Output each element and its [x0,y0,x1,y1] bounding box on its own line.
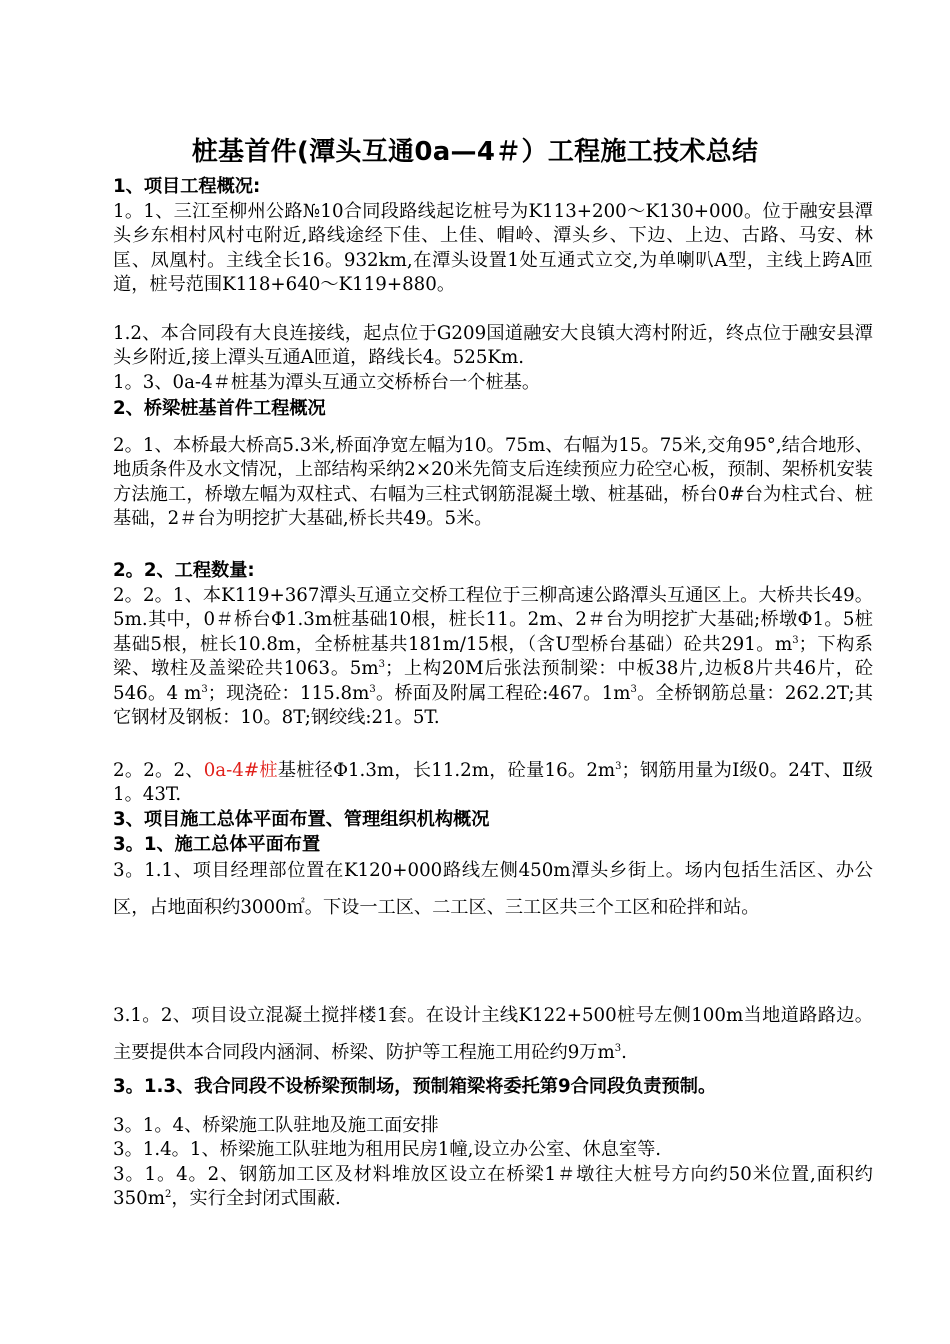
text-span: ；钢筋用量为Ⅰ级0。24T、Ⅱ级1。43T. [113,760,873,806]
paragraph-1-1: 1。1、三江至柳州公路№10合同段路线起讫桩号为K113+200～K130+000。位于融安县潭头乡东相村风村屯附近,路线途经下佳、上佳、帽岭、潭头乡、下边、上边、古路、马安、林匡、凤凰村。主线全长16。932km,在潭头设置1处互通式立交,为单喇叭A型，主线上跨A匝道，桩号范围K118+640～K119+880。 [113,201,873,296]
paragraph-2-2-1 [113,584,873,730]
section-1-heading: 1、项目工程概况: [113,176,261,197]
superscript: 3 [614,1042,622,1054]
superscript: 3 [792,634,799,646]
section-2-2-heading: 2。2、工程数量: [113,560,255,581]
text-span: 基桩径Φ1.3m，长11.2m，砼量16。2m [277,760,616,781]
text-span: 3。1。4。2、钢筋加工区及材料堆放区设立在桥梁1＃墩往大桩号方向约50米位置,面积约350m [113,1164,873,1210]
text-span: 3.1。2、项目设立混凝土搅拌楼1套。在设计主线K122+500桩号左侧100m当地道路路边。主要提供本合同段内涵洞、桥梁、防护等工程施工用砼约9万m [113,1005,873,1063]
text-span: ；上构20M后张法预制梁：中板38片,边板8片共46片，砼546。4 m [113,658,874,704]
text-span: . [621,1042,627,1063]
superscript: 3 [201,683,208,695]
paragraph-3-1-4-2 [113,1163,873,1212]
section-3-1-heading: 3。1、施工总体平面布置 [113,834,321,855]
superscript: 3 [378,659,385,671]
paragraph-3-1-1: 3。1.1、项目经理部位置在K120+000路线左侧450m潭头乡街上。场内包括生活区、办公区，占地面积约3000㎡。下设一工区、二工区、三工区共三个工区和砼拌和站。 [113,860,873,918]
paragraph-3-1-4: 3。1。4、桥梁施工队驻地及施工面安排 [113,1115,439,1136]
superscript: 3 [630,683,637,695]
paragraph-3-1-3: 3。1.3、我合同段不设桥梁预制场，预制箱梁将委托第9合同段负责预制。 [113,1076,717,1097]
section-3-heading: 3、项目施工总体平面布置、管理组织机构概况 [113,809,490,830]
paragraph-2-1: 2。1、本桥最大桥高5.3米,桥面净宽左幅为10。75m、右幅为15。75米,交角95°,结合地形、地质条件及水文情况，上部结构采纳2×20米先简支后连续预应力砼空心板，预制、架桥机安装方法施工，桥墩左幅为双柱式、右幅为三柱式钢筋混凝土墩、桩基础，桥台0#台为柱式台、桩基础，2＃台为明挖扩大基础,桥长共49。5米。 [113,435,873,530]
paragraph-1-3: 1。3、0a-4＃桩基为潭头互通立交桥桥台一个桩基。 [113,372,541,393]
paragraph-3-1-4-1: 3。1.4。1、桥梁施工队驻地为租用民房1幢,设立办公室、休息室等. [113,1139,662,1160]
superscript: 3 [369,683,376,695]
highlighted-pile-id: 0a-4#桩 [203,760,278,781]
text-span: 。全桥钢筋总量：262.2T;其它钢材及钢板：10。8T;钢绞线:21。5T. [113,682,873,729]
text-span: 2。2。1、本K119+367潭头互通立交桥工程位于三柳高速公路潭头互通区上。大桥共长49。5m.其中，0＃桥台Φ1.3m桩基础10根，桩长11。2m、2＃台为明挖扩大基础;桥墩Φ1。5桩基础5根，桩长10.8m，全桥桩基共181m/15根，（含U型桥台基础）砼共291。m [113,585,873,655]
text-span: 。桥面及附属工程砼:467。1m [375,682,631,704]
paragraph-2-2-2 [113,759,873,808]
text-span: ；下构系梁、墩柱及盖梁砼共1063。5m [113,633,873,680]
paragraph-3-1-2 [113,997,873,1071]
text-span: ；现浇砼：115.8m [207,682,370,704]
paragraph-1-2: 1.2、本合同段有大良连接线，起点位于G209国道融安大良镇大湾村附近，终点位于融安县潭头乡附近,接上潭头互通A匝道，路线长4。525Km. [113,323,873,369]
superscript: 2 [164,1189,172,1201]
superscript: 3 [615,760,622,772]
section-2-heading: 2、桥梁桩基首件工程概况 [113,398,326,419]
document-title: 桩基首件(潭头互通0a—4＃）工程施工技术总结 [191,137,759,167]
text-span: ，实行全封闭式围蔽. [171,1188,341,1210]
text-span: 2。2。2、 [113,760,204,781]
